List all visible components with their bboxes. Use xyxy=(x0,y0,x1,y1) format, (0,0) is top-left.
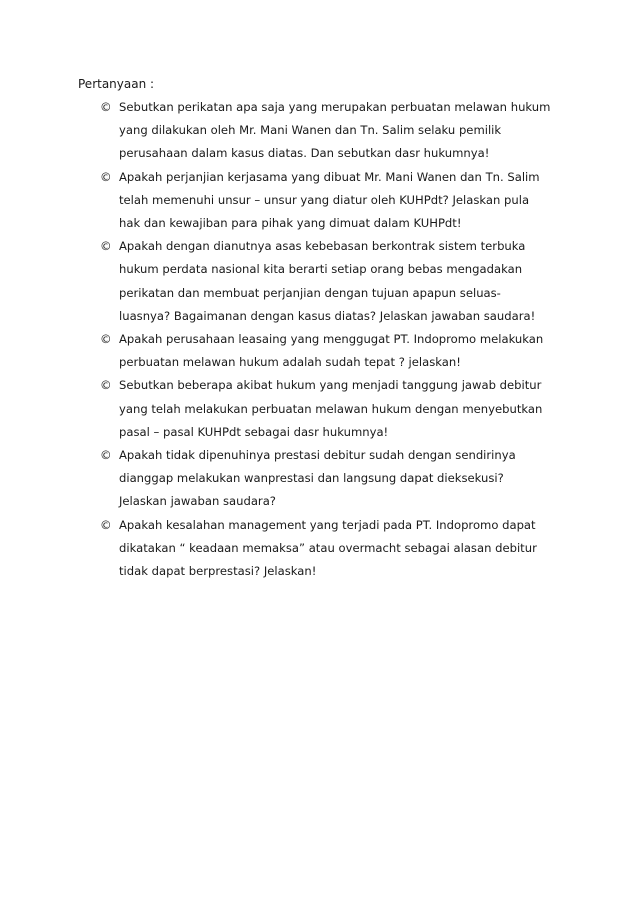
question-item xyxy=(100,514,570,584)
question-text-line: luasnya? Bagaimanan dengan kasus diatas? Jelaskan jawaban saudara! xyxy=(119,308,536,323)
question-item xyxy=(100,235,570,328)
question-text-line: Jelaskan jawaban saudara? xyxy=(119,494,276,509)
question-text-line: perusahaan dalam kasus diatas. Dan sebutkan dasr hukumnya! xyxy=(119,146,490,161)
copyright-bullet-icon: © xyxy=(100,332,112,347)
copyright-bullet-icon: © xyxy=(100,378,112,393)
question-text-line: dianggap melakukan wanprestasi dan langsung dapat dieksekusi? xyxy=(119,471,504,486)
copyright-bullet-icon: © xyxy=(100,517,112,532)
question-item xyxy=(100,96,570,166)
question-text-line: telah memenuhi unsur – unsur yang diatur oleh KUHPdt? Jelaskan pula xyxy=(119,192,530,207)
question-text-line: Apakah tidak dipenuhinya prestasi debitur sudah dengan sendirinya xyxy=(119,448,516,463)
question-text-line: perikatan dan membuat perjanjian dengan tujuan apapun seluas- xyxy=(119,285,501,300)
question-text-line: Sebutkan beberapa akibat hukum yang menjadi tanggung jawab debitur xyxy=(119,378,542,393)
question-list xyxy=(100,96,570,583)
question-text-line: Sebutkan perikatan apa saja yang merupakan perbuatan melawan hukum xyxy=(119,100,551,114)
question-item xyxy=(100,374,570,444)
question-text-line: Apakah perusahaan leasaing yang menggugat PT. Indopromo melakukan xyxy=(119,332,544,347)
copyright-bullet-icon: © xyxy=(100,448,112,463)
section-heading: Pertanyaan : xyxy=(78,77,155,91)
question-text-line: Apakah dengan dianutnya asas kebebasan berkontrak sistem terbuka xyxy=(119,239,526,254)
question-text-line: yang dilakukan oleh Mr. Mani Wanen dan Tn. Salim selaku pemilik xyxy=(119,123,502,138)
copyright-bullet-icon: © xyxy=(100,239,112,254)
question-item xyxy=(100,444,570,514)
question-text-line: yang telah melakukan perbuatan melawan hukum dengan menyebutkan xyxy=(119,401,543,416)
question-text-line: Apakah kesalahan management yang terjadi pada PT. Indopromo dapat xyxy=(119,517,536,532)
question-text-line: dikatakan “ keadaan memaksa” atau overmacht sebagai alasan debitur xyxy=(119,540,537,555)
question-item xyxy=(100,328,570,374)
question-text-line: perbuatan melawan hukum adalah sudah tepat ? jelaskan! xyxy=(119,355,461,370)
question-text-line: Apakah perjanjian kerjasama yang dibuat Mr. Mani Wanen dan Tn. Salim xyxy=(119,169,540,184)
copyright-bullet-icon: © xyxy=(100,100,112,114)
question-text-line: hak dan kewajiban para pihak yang dimuat dalam KUHPdt! xyxy=(119,216,462,231)
copyright-bullet-icon: © xyxy=(100,169,112,184)
question-text-line: hukum perdata nasional kita berarti setiap orang bebas mengadakan xyxy=(119,262,523,277)
question-item xyxy=(100,166,570,236)
question-text-line: pasal – pasal KUHPdt sebagai dasr hukumnya! xyxy=(119,424,389,439)
question-text-line: tidak dapat berprestasi? Jelaskan! xyxy=(119,564,317,579)
